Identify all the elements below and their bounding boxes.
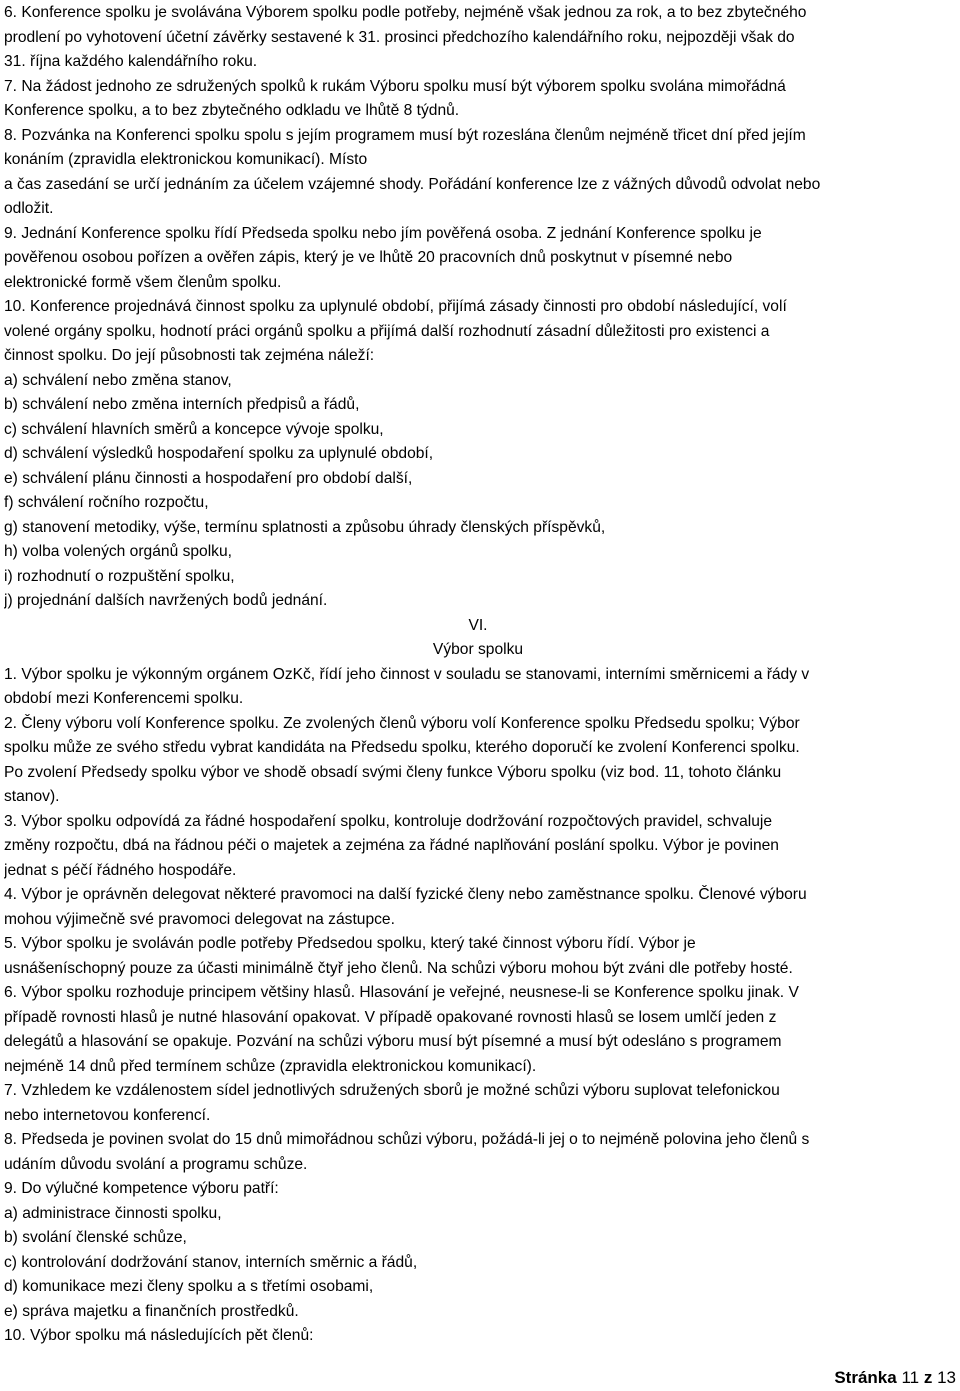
text-line: Výbor spolku [432,641,524,658]
text-line: e) schválení plánu činnosti a hospodaření pro období další, [4,469,413,487]
text-line: 7. Vzhledem ke vzdálenostem sídel jednotlivých sdružených sborů je možné schůzi výboru suplovat telefonickou [4,1082,780,1099]
text-line: nebo internetovou konferencí. [4,1106,211,1124]
text-line: činnost spolku. Do její působnosti tak zejména náleží: [4,347,375,364]
text-line: 9. Jednání Konference spolku řídí Předseda spolku nebo jím pověřená osoba. Z jednání Konference spolku je [4,224,762,242]
text-line: nejméně 14 dnů před termínem schůze (zpravidla elektronickou komunikací). [4,1057,537,1075]
text-line: 2. Členy výboru volí Konference spolku. Ze zvolených členů výboru volí Konference spolku Předsedu spolku; Výbor [4,714,800,732]
text-line: 4. Výbor je oprávněn delegovat některé pravomoci na další fyzické členy nebo zaměstnance spolku. Členové výboru [4,886,807,903]
text-line: i) rozhodnutí o rozpuštění spolku, [4,567,235,585]
text-line: 8. Pozvánka na Konferenci spolku spolu s jejím programem musí být rozeslána členům nejméně třicet dní před jejím [4,126,806,144]
text-line: c) schválení hlavních směrů a koncepce vývoje spolku, [4,420,384,438]
text-line: g) stanovení metodiky, výše, termínu splatnosti a způsobu úhrady členských příspěvků, [4,518,606,536]
text-line: j) projednání dalších navržených bodů jednání. [4,592,328,609]
text-line: 10. Výbor spolku má následujících pět členů: [4,1327,314,1344]
page-word: Stránka [834,1368,897,1387]
text-line: 1. Výbor spolku je výkonným orgánem OzKč, řídí jeho činnost v souladu se stanovami, interními směrnicemi a řády v [4,665,810,683]
text-line: d) schválení výsledků hospodaření spolku za uplynulé období, [4,445,434,462]
text-line: f) schválení ročního rozpočtu, [4,494,209,511]
text-line: VI. [468,616,488,634]
text-line: 3. Výbor spolku odpovídá za řádné hospodaření spolku, kontroluje dodržování rozpočtových pravidel, schvaluje [4,812,773,830]
text-line: volené orgány spolku, hodnotí práci orgánů spolku a přijímá další rozhodnutí zásadní důležitosti pro existenci a [4,322,770,340]
text-line: mohou výjimečně své pravomoci delegovat na zástupce. [4,910,395,928]
text-line: stanov). [4,788,60,805]
text-line: h) volba volených orgánů spolku, [4,543,232,560]
text-line: e) správa majetku a finančních prostředků. [4,1302,299,1320]
page-footer [834,1368,956,1388]
document-body [4,1,952,1349]
text-line: konáním (zpravidla elektronickou komunikací). Místo [4,151,368,168]
text-line: elektronické formě všem členům spolku. [4,273,282,291]
text-line: pověřenou osobou pořízen a ověřen zápis, který je ve lhůtě 20 pracovních dnů poskytnut v písemné nebo [4,249,733,266]
text-line: udáním důvodu svolání a programu schůze. [4,1155,308,1173]
text-line: 8. Předseda je povinen svolat do 15 dnů mimořádnou schůzi výboru, požádá-li jej o to nejméně polovina jeho členů s [4,1131,810,1148]
text-line: 6. Konference spolku je svolávána Výborem spolku podle potřeby, nejméně však jednou za rok, a to bez zbytečného [4,4,807,21]
text-line: období mezi Konferencemi spolku. [4,690,244,707]
text-line: Konference spolku, a to bez zbytečného odkladu ve lhůtě 8 týdnů. [4,102,460,119]
text-line: 5. Výbor spolku je svoláván podle potřeby Předsedou spolku, který také činnost výboru řídí. Výbor je [4,935,696,952]
text-line: případě rovnosti hlasů je nutné hlasování opakovat. V případě opakované rovnosti hlasů se losem umlčí jeden z [4,1008,777,1026]
text-line: spolku může ze svého středu vybrat kandidáta na Předsedu spolku, kterého doporučí ke zvolení Konferenci spolku. [4,739,800,756]
text-line: 6. Výbor spolku rozhoduje principem většiny hlasů. Hlasování je veřejné, neusnese-li se Konference spolku jinak. V [4,984,799,1001]
page-total: 13 [937,1368,956,1387]
text-line: odložit. [4,200,54,217]
text-line: prodlení po vyhotovení účetní závěrky sestavené k 31. prosinci předchozího kalendářního roku, nejpozději však do [4,28,795,46]
text-line: a) schválení nebo změna stanov, [4,371,232,389]
text-line: 9. Do výlučné kompetence výboru patří: [4,1180,279,1197]
text-line: 7. Na žádost jednoho ze sdružených spolků k rukám Výboru spolku musí být výborem spolku svolána mimořádná [4,77,786,95]
text-line: Po zvolení Předsedy spolku výbor ve shodě obsadí svými členy funkce Výboru spolku (viz bod. 11, tohoto článku [4,763,782,781]
text-line: a) administrace činnosti spolku, [4,1204,222,1222]
text-line: c) kontrolování dodržování stanov, interních směrnic a řádů, [4,1253,418,1271]
text-line: b) svolání členské schůze, [4,1229,187,1246]
text-line: usnášeníschopný pouze za účasti minimálně čtyř jeho členů. Na schůzi výboru mohou být zváni dle potřeby hosté. [4,959,793,977]
text-line: 31. října každého kalendářního roku. [4,53,258,70]
of-word: z [923,1368,933,1387]
text-line: jednat s péčí řádného hospodáře. [4,861,237,879]
text-line: 10. Konference projednává činnost spolku za uplynulé období, přijímá zásady činnosti pro období následující, volí [4,298,787,315]
text-line: změny rozpočtu, dbá na řádnou péči o majetek a zejména za řádné naplňování poslání spolku. Výbor je povinen [4,837,779,854]
text-line: d) komunikace mezi členy spolku a s třetími osobami, [4,1278,374,1295]
page-number: 11 [901,1368,920,1387]
text-line: b) schválení nebo změna interních předpisů a řádů, [4,396,360,413]
text-line: a čas zasedání se určí jednáním za účelem vzájemné shody. Pořádání konference lze z vážných důvodů odvolat nebo [4,175,821,193]
text-line: delegátů a hlasování se opakuje. Pozvání na schůzi výboru musí být písemné a musí být odesláno s programem [4,1033,782,1050]
